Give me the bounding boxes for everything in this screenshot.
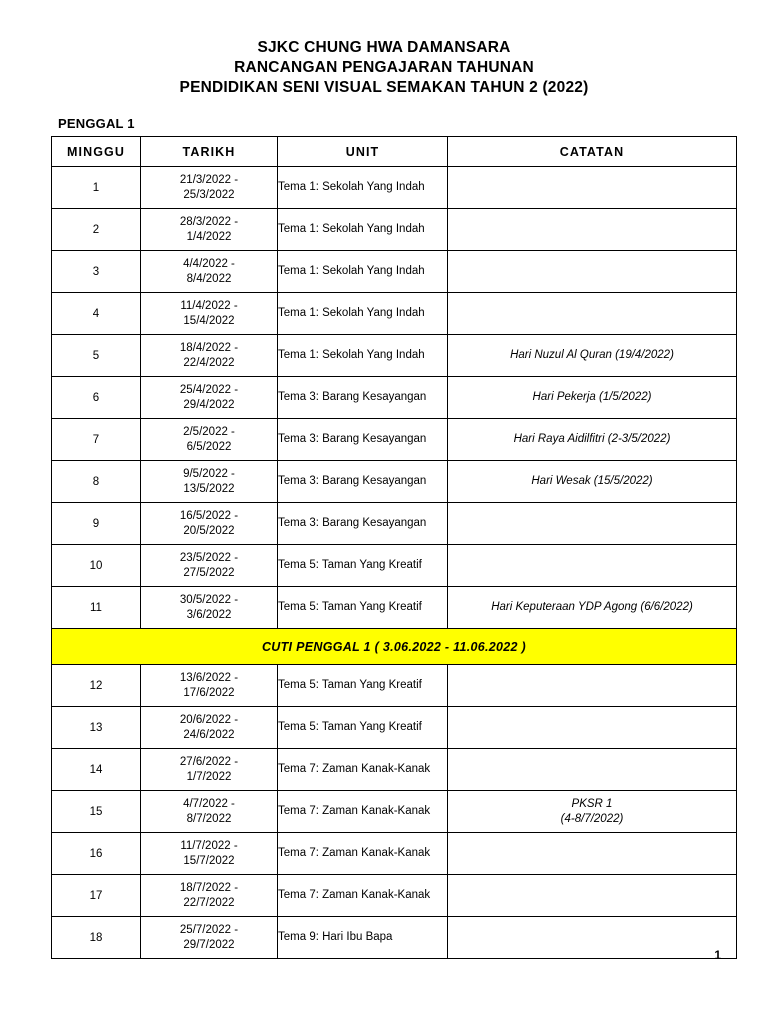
table-row (52, 875, 737, 917)
yearly-plan-table-wrapper (51, 136, 736, 959)
cell-tarikh: 16/5/2022 - 20/5/2022 (141, 503, 278, 545)
table-row (52, 377, 737, 419)
cell-catatan (448, 503, 737, 545)
cell-unit: Tema 1: Sekolah Yang Indah (278, 209, 448, 251)
cell-unit: Tema 1: Sekolah Yang Indah (278, 335, 448, 377)
page-number: 1 (714, 948, 721, 962)
cell-unit: Tema 9: Hari Ibu Bapa (278, 917, 448, 959)
table-row (52, 749, 737, 791)
cell-tarikh: 11/7/2022 - 15/7/2022 (141, 833, 278, 875)
cell-unit: Tema 3: Barang Kesayangan (278, 419, 448, 461)
table-row (52, 833, 737, 875)
cell-unit: Tema 1: Sekolah Yang Indah (278, 167, 448, 209)
cell-catatan (448, 749, 737, 791)
cell-tarikh: 2/5/2022 - 6/5/2022 (141, 419, 278, 461)
cell-minggu: 4 (52, 293, 141, 335)
cell-unit: Tema 5: Taman Yang Kreatif (278, 665, 448, 707)
table-row (52, 791, 737, 833)
cell-catatan (448, 707, 737, 749)
cell-unit: Tema 7: Zaman Kanak-Kanak (278, 791, 448, 833)
yearly-plan-table (51, 136, 737, 959)
cell-tarikh: 18/7/2022 - 22/7/2022 (141, 875, 278, 917)
page-title-line-3: PENDIDIKAN SENI VISUAL SEMAKAN TAHUN 2 (2022) (179, 79, 589, 96)
table-row (52, 209, 737, 251)
cell-tarikh: 30/5/2022 - 3/6/2022 (141, 587, 278, 629)
cell-unit: Tema 5: Taman Yang Kreatif (278, 707, 448, 749)
table-row (52, 503, 737, 545)
cell-unit: Tema 3: Barang Kesayangan (278, 461, 448, 503)
school-break-banner-label: CUTI PENGGAL 1 ( 3.06.2022 - 11.06.2022 ) (52, 629, 737, 665)
cell-catatan (448, 665, 737, 707)
cell-minggu: 7 (52, 419, 141, 461)
cell-unit: Tema 5: Taman Yang Kreatif (278, 545, 448, 587)
cell-minggu: 15 (52, 791, 141, 833)
cell-minggu: 10 (52, 545, 141, 587)
table-row (52, 587, 737, 629)
table-header (52, 137, 737, 167)
table-row (52, 917, 737, 959)
cell-catatan: Hari Wesak (15/5/2022) (448, 461, 737, 503)
cell-catatan (448, 875, 737, 917)
page-title-line-1: SJKC CHUNG HWA DAMANSARA (257, 39, 511, 56)
cell-tarikh: 20/6/2022 - 24/6/2022 (141, 707, 278, 749)
column-header-catatan: CATATAN (448, 137, 737, 167)
cell-tarikh: 9/5/2022 - 13/5/2022 (141, 461, 278, 503)
cell-minggu: 3 (52, 251, 141, 293)
table-row (52, 461, 737, 503)
section-label-penggal: PENGGAL 1 (58, 116, 135, 131)
cell-tarikh: 13/6/2022 - 17/6/2022 (141, 665, 278, 707)
table-row (52, 665, 737, 707)
cell-minggu: 6 (52, 377, 141, 419)
cell-minggu: 11 (52, 587, 141, 629)
column-header-minggu: MINGGU (52, 137, 141, 167)
cell-catatan (448, 167, 737, 209)
cell-unit: Tema 7: Zaman Kanak-Kanak (278, 875, 448, 917)
cell-catatan (448, 545, 737, 587)
cell-catatan: Hari Pekerja (1/5/2022) (448, 377, 737, 419)
cell-unit: Tema 7: Zaman Kanak-Kanak (278, 833, 448, 875)
cell-tarikh: 11/4/2022 - 15/4/2022 (141, 293, 278, 335)
cell-catatan (448, 833, 737, 875)
cell-unit: Tema 3: Barang Kesayangan (278, 377, 448, 419)
cell-minggu: 8 (52, 461, 141, 503)
cell-tarikh: 28/3/2022 - 1/4/2022 (141, 209, 278, 251)
cell-catatan (448, 293, 737, 335)
cell-minggu: 1 (52, 167, 141, 209)
cell-minggu: 12 (52, 665, 141, 707)
cell-minggu: 14 (52, 749, 141, 791)
cell-catatan: Hari Raya Aidilfitri (2-3/5/2022) (448, 419, 737, 461)
cell-catatan (448, 917, 737, 959)
cell-catatan (448, 209, 737, 251)
cell-tarikh: 4/7/2022 - 8/7/2022 (141, 791, 278, 833)
table-row (52, 251, 737, 293)
cell-minggu: 13 (52, 707, 141, 749)
cell-tarikh: 25/4/2022 - 29/4/2022 (141, 377, 278, 419)
cell-unit: Tema 5: Taman Yang Kreatif (278, 587, 448, 629)
cell-catatan: Hari Keputeraan YDP Agong (6/6/2022) (448, 587, 737, 629)
column-header-tarikh: TARIKH (141, 137, 278, 167)
cell-catatan: PKSR 1 (4-8/7/2022) (448, 791, 737, 833)
table-header-row (52, 137, 737, 167)
cell-tarikh: 4/4/2022 - 8/4/2022 (141, 251, 278, 293)
cell-minggu: 9 (52, 503, 141, 545)
table-body (52, 167, 737, 959)
cell-catatan: Hari Nuzul Al Quran (19/4/2022) (448, 335, 737, 377)
table-row (52, 707, 737, 749)
cell-minggu: 18 (52, 917, 141, 959)
cell-tarikh: 21/3/2022 - 25/3/2022 (141, 167, 278, 209)
cell-catatan (448, 251, 737, 293)
school-break-banner-row (52, 629, 737, 665)
table-row (52, 167, 737, 209)
page-title-line-2: RANCANGAN PENGAJARAN TAHUNAN (234, 59, 534, 76)
table-row (52, 293, 737, 335)
cell-unit: Tema 3: Barang Kesayangan (278, 503, 448, 545)
cell-unit: Tema 7: Zaman Kanak-Kanak (278, 749, 448, 791)
cell-tarikh: 25/7/2022 - 29/7/2022 (141, 917, 278, 959)
cell-minggu: 16 (52, 833, 141, 875)
cell-unit: Tema 1: Sekolah Yang Indah (278, 251, 448, 293)
cell-tarikh: 23/5/2022 - 27/5/2022 (141, 545, 278, 587)
document-title-block (0, 0, 768, 98)
column-header-unit: UNIT (278, 137, 448, 167)
cell-minggu: 17 (52, 875, 141, 917)
table-row (52, 419, 737, 461)
cell-minggu: 5 (52, 335, 141, 377)
cell-unit: Tema 1: Sekolah Yang Indah (278, 293, 448, 335)
cell-tarikh: 18/4/2022 - 22/4/2022 (141, 335, 278, 377)
cell-minggu: 2 (52, 209, 141, 251)
table-row (52, 335, 737, 377)
table-row (52, 545, 737, 587)
cell-tarikh: 27/6/2022 - 1/7/2022 (141, 749, 278, 791)
